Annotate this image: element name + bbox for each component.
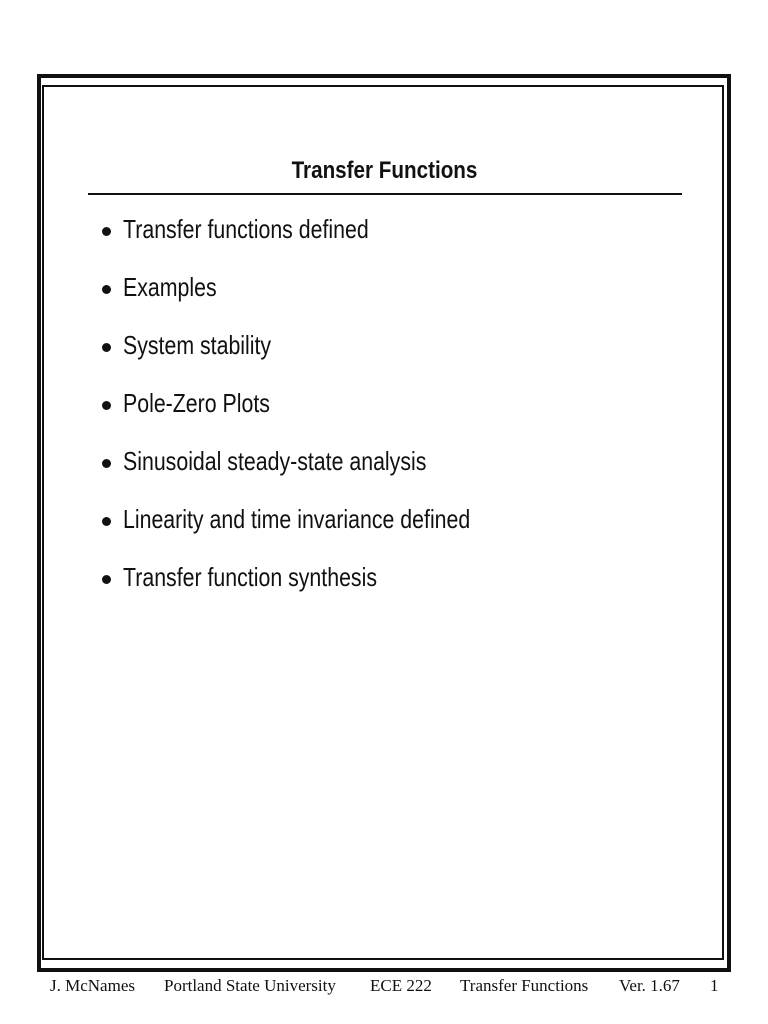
slide-title: Transfer Functions [291, 157, 478, 184]
bullet-text: Sinusoidal steady-state analysis [123, 446, 427, 476]
bullet-text: Pole-Zero Plots [123, 388, 270, 418]
bullet-icon [102, 227, 111, 236]
bullet-text: Transfer functions defined [123, 214, 369, 244]
bullet-icon [102, 459, 111, 468]
bullet-text: System stability [123, 330, 272, 360]
slide-footer [50, 974, 720, 998]
bullet-icon [102, 285, 111, 294]
bullet-item [102, 327, 546, 385]
bullet-icon [102, 401, 111, 410]
footer-course: ECE 222 [370, 976, 432, 995]
bullet-icon [102, 343, 111, 352]
bullet-text: Examples [123, 272, 217, 302]
bullet-item [102, 385, 546, 443]
footer-version: Ver. 1.67 [619, 976, 680, 995]
footer-topic: Transfer Functions [460, 976, 589, 995]
bullet-text: Linearity and time invariance defined [123, 504, 471, 534]
bullet-icon [102, 517, 111, 526]
footer-institution: Portland State University [164, 976, 336, 995]
bullet-icon [102, 575, 111, 584]
title-underline [88, 193, 682, 195]
bullet-item [102, 443, 546, 501]
bullet-list [102, 211, 546, 617]
bullet-text: Transfer function synthesis [123, 562, 377, 592]
bullet-item [102, 269, 546, 327]
footer-author: J. McNames [50, 976, 135, 995]
bullet-item [102, 501, 546, 559]
bullet-item [102, 211, 546, 269]
bullet-item [102, 559, 546, 617]
footer-page-number: 1 [710, 976, 719, 995]
